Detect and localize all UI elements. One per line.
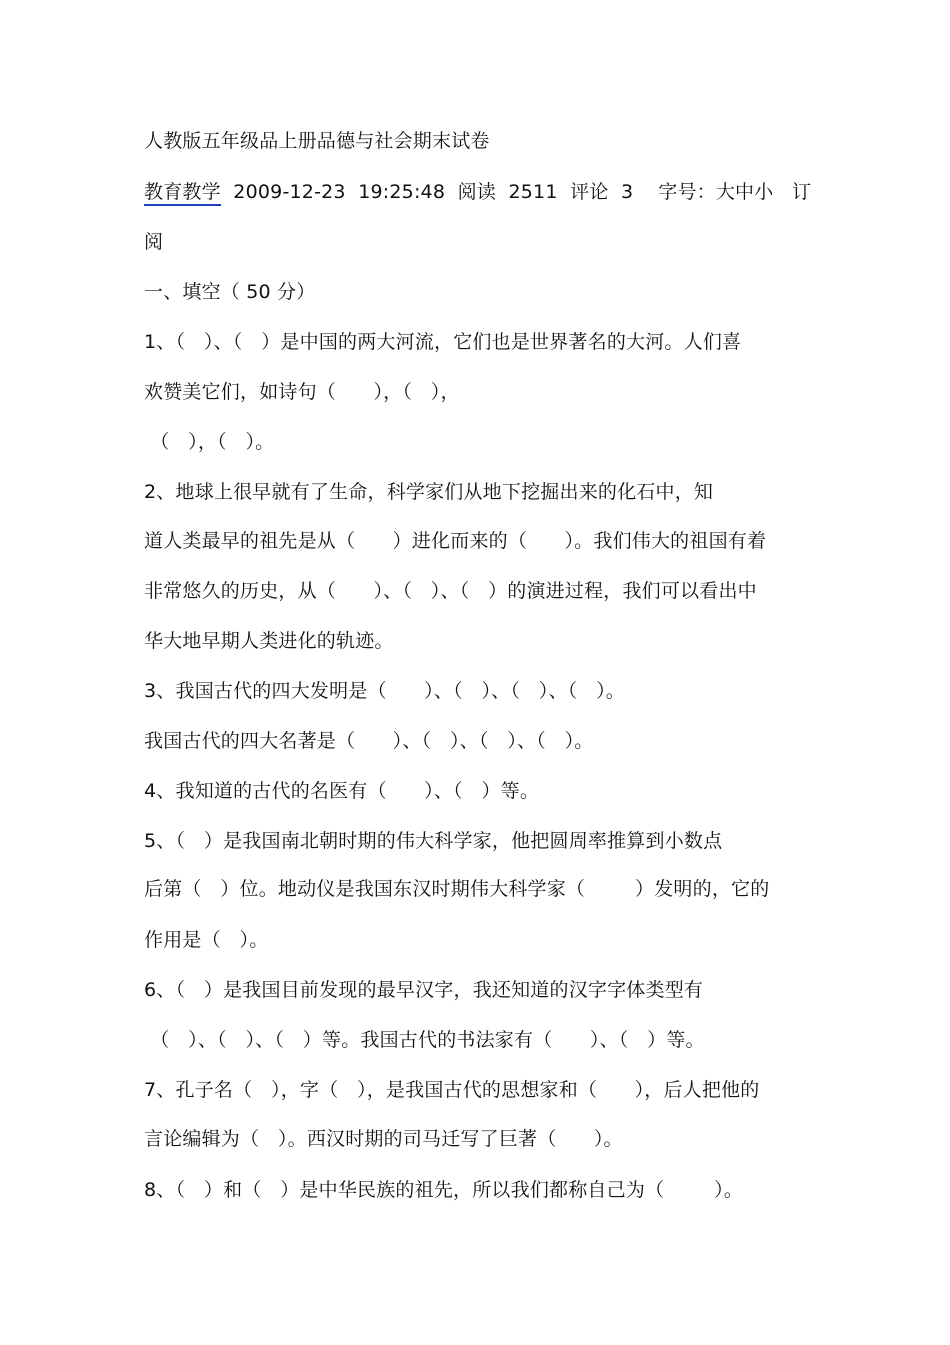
question-line: （ ），（ ）。 bbox=[144, 431, 275, 453]
question-line: 3、我国古代的四大发明是（ ）、（ ）、（ ）、（ ）。 bbox=[144, 680, 625, 702]
document-title: 人教版五年级品上册品德与社会期末试卷 bbox=[144, 130, 490, 152]
question-line: 道人类最早的祖先是从（ ）进化而来的（ ）。我们伟大的祖国有着 bbox=[144, 530, 767, 552]
question-line: （ ）、（ ）、（ ）等。我国古代的书法家有（ ）、（ ）等。 bbox=[144, 1029, 705, 1051]
question-line: 7、孔子名（ ），字（ ），是我国古代的思想家和（ ），后人把他的 bbox=[144, 1079, 760, 1101]
meta-info: 2009-12-23 19:25:48 阅读 2511 评论 3 字号：大中小 订 bbox=[220, 181, 812, 203]
question-line: 言论编辑为（ ）。西汉时期的司马迁写了巨著（ ）。 bbox=[144, 1128, 623, 1150]
section-heading: 一、填空（ 50 分） bbox=[144, 281, 316, 303]
question-line: 4、我知道的古代的名医有（ ）、（ ）等。 bbox=[144, 780, 540, 802]
question-line: 1、（ ）、（ ）是中国的两大河流，它们也是世界著名的大河。人们喜 bbox=[144, 331, 742, 353]
question-line: 后第（ ）位。地动仪是我国东汉时期伟大科学家（ ）发明的，它的 bbox=[144, 878, 770, 900]
question-line: 欢赞美它们，如诗句（ ），（ ）， bbox=[144, 381, 460, 403]
question-line: 我国古代的四大名著是（ ）、（ ）、（ ）、（ ）。 bbox=[144, 730, 594, 752]
question-line: 作用是（ ）。 bbox=[144, 929, 269, 951]
question-line: 8、（ ）和（ ）是中华民族的祖先，所以我们都称自己为（ ）。 bbox=[144, 1179, 744, 1201]
question-line: 华大地早期人类进化的轨迹。 bbox=[144, 630, 394, 652]
question-line: 非常悠久的历史，从（ ）、（ ）、（ ）的演进过程，我们可以看出中 bbox=[144, 580, 757, 602]
question-line: 2、地球上很早就有了生命，科学家们从地下挖掘出来的化石中，知 bbox=[144, 481, 714, 503]
category-link[interactable]: 教育教学 bbox=[144, 181, 221, 206]
article-meta bbox=[144, 180, 811, 204]
question-line: 6、（ ）是我国目前发现的最早汉字，我还知道的汉字字体类型有 bbox=[144, 979, 704, 1001]
question-line: 5、（ ）是我国南北朝时期的伟大科学家，他把圆周率推算到小数点 bbox=[144, 830, 723, 852]
meta-wrap: 阅 bbox=[144, 231, 164, 253]
